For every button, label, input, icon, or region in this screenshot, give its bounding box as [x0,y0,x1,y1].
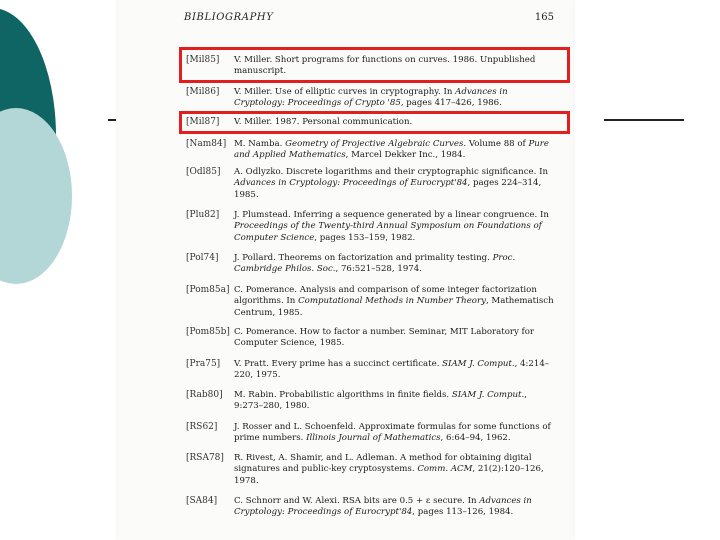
citation-text: C. Pomerance. Analysis and comparison of some integer factorization algorithms. In Computational Methods in Number Theory, Mathematisch Centrum, 1985. [234,285,554,318]
citation-text: V. Pratt. Every prime has a succinct certificate. SIAM J. Comput., 4:214–220, 1975. [234,359,550,381]
citation-key: [RSA78] [186,453,224,463]
citation-text: R. Rivest, A. Shamir, and L. Adleman. A method for obtaining digital signatures and public-key cryptosystems. Comm. ACM, 21(2):120–126, 1978. [234,453,544,486]
citation-key: [Rab80] [186,390,223,400]
citation-text: V. Miller. Short programs for functions on curves. 1986. Unpublished manuscript. [234,55,536,77]
citation-text: J. Plumstead. Inferring a sequence generated by a linear congruence. In Proceedings of the Twenty-third Annual Symposium on Foundations of Computer Science, pages 153–159, 1982. [234,210,549,243]
citation-key: [Pom85a] [186,285,230,295]
citation-text: M. Namba. Geometry of Projective Algebraic Curves. Volume 88 of Pure and Applied Mathematics, Marcel Dekker Inc., 1984. [234,139,549,161]
page-number: 165 [534,12,554,23]
page-header [184,12,554,28]
title-rule-right [604,119,684,121]
citation-text: M. Rabin. Probabilistic algorithms in finite fields. SIAM J. Comput., 9:273–280, 1980. [234,390,527,412]
citation-text: C. Schnorr and W. Alexi. RSA bits are 0.5 + ε secure. In Advances in Cryptology: Proceedings of Eurocrypt'84, pages 113–126, 1984. [234,496,532,518]
title-rule-left [108,119,116,121]
citation-text: J. Rosser and L. Schoenfeld. Approximate formulas for some functions of prime numbers. Illinois Journal of Mathematics, 6:64–94, 1962. [234,422,551,444]
citation-key: [SA84] [186,496,218,506]
citation-text: C. Pomerance. How to factor a number. Seminar, MIT Laboratory for Computer Science, 1985. [234,327,535,349]
highlight-box-mil87 [179,111,570,134]
decorative-circle-light [0,108,72,284]
citation-key: [Mil85] [186,55,220,65]
citation-text: J. Pollard. Theorems on factorization and primality testing. Proc. Cambridge Philos. Soc., 76:521–528, 1974. [234,253,516,275]
page-header-title: BIBLIOGRAPHY [184,12,274,23]
citation-key: [Mil87] [186,117,220,127]
citation-text: A. Odlyzko. Discrete logarithms and their cryptographic significance. In Advances in Cryptology: Proceedings of Eurocrypt'84, pages 224–314, 1985. [234,167,549,200]
citation-key: [Odl85] [186,167,221,177]
citation-key: [Nam84] [186,139,227,149]
citation-key: [Pom85b] [186,327,230,337]
citation-key: [RS62] [186,422,218,432]
highlight-box-mil85 [179,47,570,83]
citation-key: [Mil86] [186,87,220,97]
citation-text: V. Miller. Use of elliptic curves in cryptography. In Advances in Cryptology: Proceedings of Crypto '85, pages 417–426, 1986. [234,87,508,109]
citation-key: [Plu82] [186,210,220,220]
citation-key: [Pra75] [186,359,221,369]
citation-text: V. Miller. 1987. Personal communication. [234,117,413,127]
citation-key: [Pol74] [186,253,219,263]
